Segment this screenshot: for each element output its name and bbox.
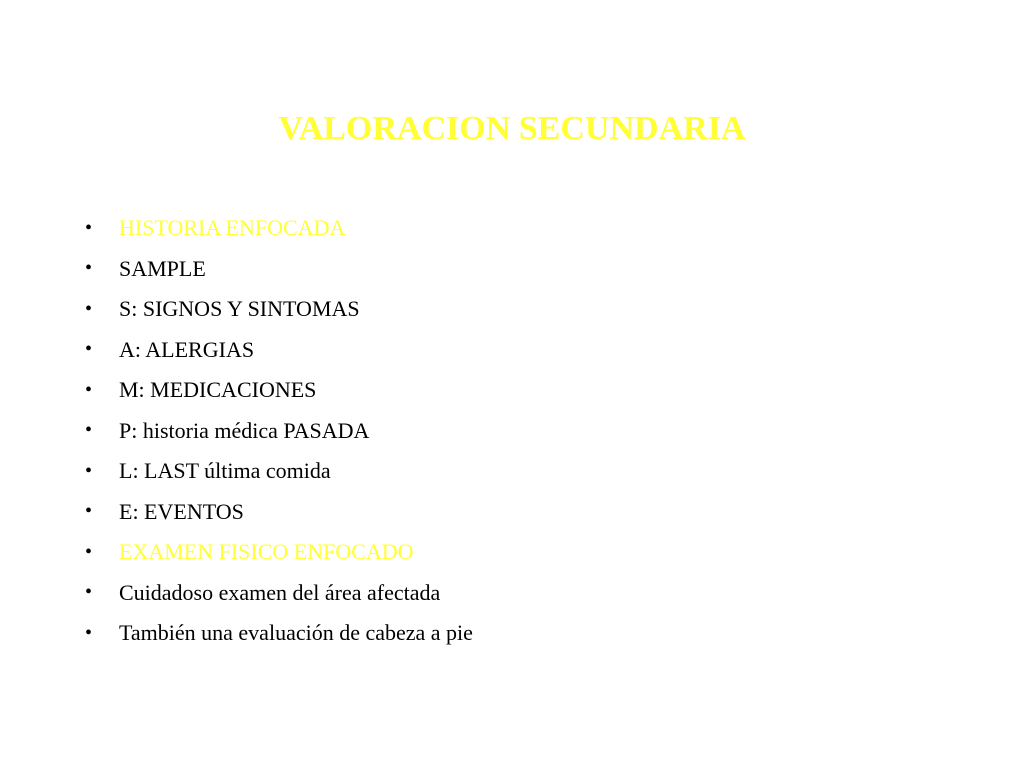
bullet-icon: • [85, 459, 93, 482]
bullet-icon: • [85, 581, 93, 604]
bullet-icon: • [85, 378, 93, 401]
bullet-item [85, 573, 473, 614]
bullet-item [85, 613, 473, 654]
bullet-icon: • [85, 338, 93, 361]
slide-title: VALORACION SECUNDARIA [278, 110, 746, 147]
bullet-icon: • [85, 297, 93, 320]
bullet-item [85, 370, 473, 411]
bullet-icon: • [85, 257, 93, 280]
bullet-item [85, 451, 473, 492]
bullet-list [85, 208, 473, 654]
bullet-item [85, 208, 473, 249]
bullet-item [85, 330, 473, 371]
bullet-text: A: ALERGIAS [119, 336, 255, 362]
bullet-text: EXAMEN FISICO ENFOCADO [119, 539, 414, 565]
bullet-text: S: SIGNOS Y SINTOMAS [119, 296, 360, 322]
bullet-item [85, 249, 473, 290]
bullet-item [85, 411, 473, 452]
bullet-icon: • [85, 500, 93, 523]
bullet-text: También una evaluación de cabeza a pie [119, 620, 473, 646]
bullet-text: P: historia médica PASADA [119, 417, 370, 443]
bullet-item [85, 289, 473, 330]
bullet-text: HISTORIA ENFOCADA [119, 215, 346, 241]
bullet-text: SAMPLE [119, 255, 206, 281]
bullet-icon: • [85, 621, 93, 644]
bullet-item [85, 532, 473, 573]
bullet-icon: • [85, 216, 93, 239]
bullet-item [85, 492, 473, 533]
bullet-text: M: MEDICACIONES [119, 377, 317, 403]
bullet-text: Cuidadoso examen del área afectada [119, 579, 441, 605]
bullet-text: L: LAST última comida [119, 458, 331, 484]
bullet-icon: • [85, 419, 93, 442]
bullet-text: E: EVENTOS [119, 498, 244, 524]
bullet-icon: • [85, 540, 93, 563]
